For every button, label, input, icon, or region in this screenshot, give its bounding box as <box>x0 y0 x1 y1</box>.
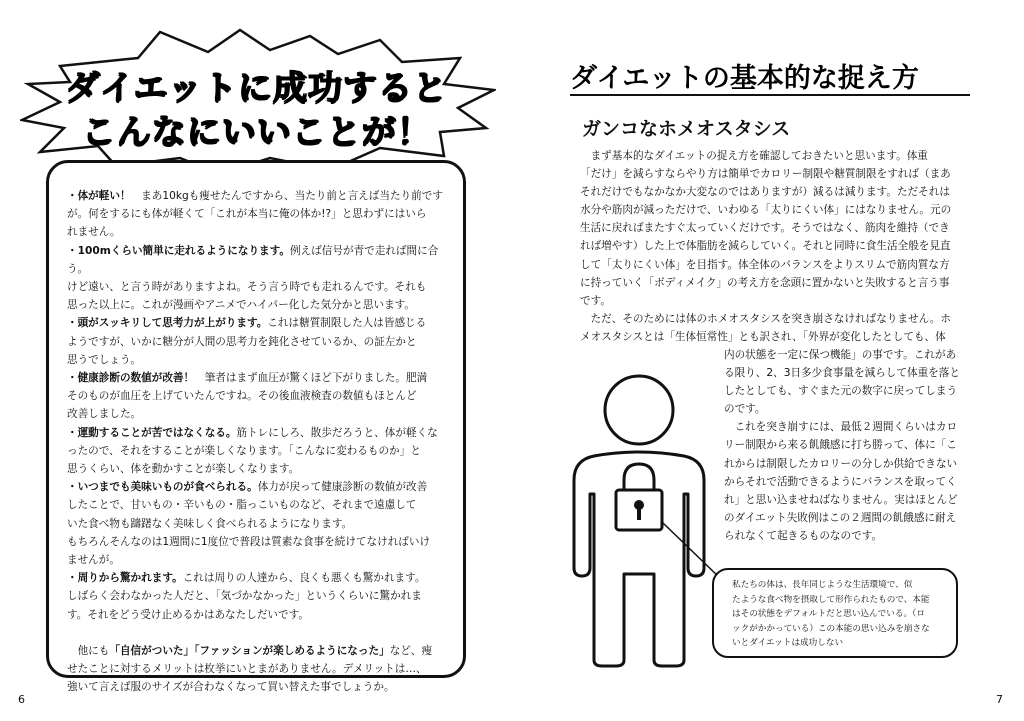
body-line: 水分や筋肉が減っただけで、いわゆる「太りにくい体」にはなりません。元の <box>580 204 952 217</box>
body-line: 「だけ」を減らすならやり方は簡単でカロリー制限や糖質制限をすれば（まあ <box>580 168 951 181</box>
benefits-box <box>46 160 466 694</box>
benefit-text: これは糖質制限した人は皆感じる <box>267 317 427 330</box>
body-line: メオスタシスとは「生体恒常性」とも訳され、「外界が変化したとしても、体 <box>580 330 946 343</box>
closing-highlight: 「自信がついた」「ファッションが楽しめるようになった」 <box>109 644 390 657</box>
right-title: ダイエットの基本的な捉え方 <box>570 63 919 94</box>
benefit-line: けど遠い、と言う時がありますよね。そう言う時でも走れるんです。それも <box>67 281 427 294</box>
body-line: それだけでもなかなか大変なのではありますが）減るは減ります。ただそれは <box>580 186 950 199</box>
benefit-item <box>67 242 453 278</box>
person-with-lock-illustration <box>564 368 714 668</box>
benefit-item <box>67 424 453 442</box>
body-line: からそれで活動できるようにバランスを取ってく <box>724 475 957 488</box>
page-number-right: 7 <box>996 693 1003 706</box>
body-line: 内の状態を一定に保つ機能」の事です。これがあ <box>724 349 957 361</box>
page-number-left: 6 <box>18 693 25 706</box>
benefit-line: ようですが、いかに糖分が人間の思考力を鈍化させているか、の証左かと <box>67 335 417 348</box>
title-underline <box>570 94 970 96</box>
benefit-heading: ・周りから驚かれます。 <box>67 572 183 585</box>
benefit-text: 筋トレにしろ、散歩だろうと、体が軽くな <box>236 426 438 439</box>
speech-bubble <box>712 568 958 658</box>
benefit-line: いた食べ物も躊躇なく美味しく食べられるようになります。 <box>67 517 353 530</box>
closing-text: 他にも <box>77 644 110 657</box>
bubble-line: いとダイエットは成功しない <box>732 638 844 649</box>
benefit-text: これは周りの人達から、良くも悪くも驚かれます。 <box>182 572 426 585</box>
benefit-line: もちろんそんなのは1週間に1度位で普段は質素な食事を続けてなければいけ <box>67 535 431 548</box>
body-line: したとしても、すぐまた元の数字に戻ってしまう <box>724 385 958 398</box>
benefit-heading: ・頭がスッキリして思考力が上がります。 <box>67 317 268 330</box>
body-line: これを突き崩すには、最低２週間くらいはカロ <box>724 421 958 434</box>
wrapped-paragraphs <box>724 346 974 545</box>
benefit-heading: ・100mくらい簡単に走れるようになります。 <box>67 244 290 257</box>
body-line: に持っていく「ボディメイク」の考え方を念頭に置かないと失敗すると言う事 <box>580 276 950 289</box>
body-line: れからは制限したカロリーの分しか供給できない <box>724 457 958 470</box>
benefit-text: 例えば信号が青で走れば間に合う。 <box>67 244 439 275</box>
section-subtitle: ガンコなホメオスタシス <box>582 118 791 140</box>
left-title-line1: ダイエットに成功すると <box>64 68 448 108</box>
benefit-line: 思うでしょう。 <box>67 353 142 366</box>
benefit-line: れません。 <box>67 226 121 239</box>
benefit-line: す。それをどう受け止めるかはあなたしだいです。 <box>67 608 309 621</box>
body-line: 生活に戻ればまたすぐ太っていくだけです。そうではなく、筋肉を維持（でき <box>580 222 950 235</box>
benefit-line: ったので、それをすることが楽しくなります。「こんなに変わるものか」と <box>67 444 421 457</box>
benefit-item <box>67 314 453 332</box>
benefit-line: 改善しました。 <box>67 408 142 421</box>
benefit-line: 思った以上に。これが漫画やアニメでハイパー化した気分かと思います。 <box>67 299 416 312</box>
bubble-line: 私たちの体は、長年同じような生活環境で、似 <box>732 580 913 590</box>
benefit-line: ませんが。 <box>67 554 120 567</box>
intro-paragraphs <box>580 147 970 346</box>
benefit-item <box>67 478 453 496</box>
benefits-list <box>67 187 453 696</box>
benefit-line: が。何をするにも体が軽くて「これが本当に俺の体か!?」と思わずにはいら <box>67 208 427 221</box>
body-line: リー制限から来る飢餓感に打ち勝って、体に「こ <box>724 439 957 452</box>
body-line: れ」と思い込ませねばなりません。実はほとんど <box>724 493 958 506</box>
benefit-item <box>67 369 453 387</box>
closing-line: 強いて言えば服のサイズが合わなくなって買い替えた事でしょうか。 <box>67 681 395 694</box>
benefit-line: しばらく会わなかった人だと、「気づかなかった」というくらいに驚かれま <box>67 590 422 603</box>
body-line: のです。 <box>724 403 766 416</box>
benefit-text: 筆者はまず血圧が驚くほど下がりました。肥満 <box>204 372 428 385</box>
benefit-item <box>67 187 453 205</box>
right-page <box>512 0 1024 721</box>
closing-line: せたことに対するメリットは枚挙にいとまがありません。デメリットは…、 <box>67 663 427 676</box>
benefit-heading: ・運動することが苦ではなくなる。 <box>67 426 237 439</box>
closing-text: など、痩 <box>389 644 433 657</box>
benefit-text: 体力が戻って健康診断の数値が改善 <box>257 481 428 494</box>
body-line: のダイエット失敗例はこの２週間の飢餓感に耐え <box>724 511 957 524</box>
benefit-line: そのものが血圧を上げていたんですね。その後血液検査の数値もほとんど <box>67 390 417 403</box>
benefit-heading: ・健康診断の数値が改善！ <box>67 372 195 385</box>
bubble-line: はその状態をデフォルトだと思い込んでいる。（ロ <box>732 609 925 620</box>
bubble-line: ックがかかっている）この本能の思い込みを崩さな <box>732 623 930 634</box>
body-line: まず基本的なダイエットの捉え方を確認しておきたいと思います。体重 <box>590 150 928 162</box>
benefit-line: 思うくらい、体を動かすことが楽しくなります。 <box>67 463 300 476</box>
bubble-line: たような食べ物を摂取して形作られたもので、本能 <box>732 594 930 605</box>
body-line: です。 <box>580 294 611 307</box>
benefit-text: まあ10kgも痩せたんですから、当たり前と言えば当たり前です <box>141 190 443 202</box>
benefit-line: したことで、甘いもの・辛いもの・脂っこいものなど、それまで遠慮して <box>67 499 417 512</box>
benefit-heading: ・いつまでも美味いものが食べられる。 <box>67 481 258 494</box>
benefit-item <box>67 569 453 587</box>
left-title-line2: こんなにいいことが！ <box>81 112 431 152</box>
speech-bubble-text <box>732 578 946 651</box>
benefit-heading: ・体が軽い！ <box>67 190 131 202</box>
body-line: れば増やす）した上で体脂肪を減らしていく。それと同時に食生活全般を見直 <box>580 240 951 253</box>
body-line: して「太りにくい体」を目指す。体全体のバランスをよりスリムで筋肉質な方 <box>580 258 950 271</box>
body-line: る限り、2、3日多少食事量を減らして体重を落と <box>724 367 960 380</box>
body-line: ただ、そのためには体のホメオスタシスを突き崩さなければなりません。ホ <box>590 312 951 325</box>
closing-paragraph <box>67 642 453 660</box>
person-head <box>605 376 673 444</box>
body-line: られなくて起きるものなのです。 <box>724 529 883 542</box>
